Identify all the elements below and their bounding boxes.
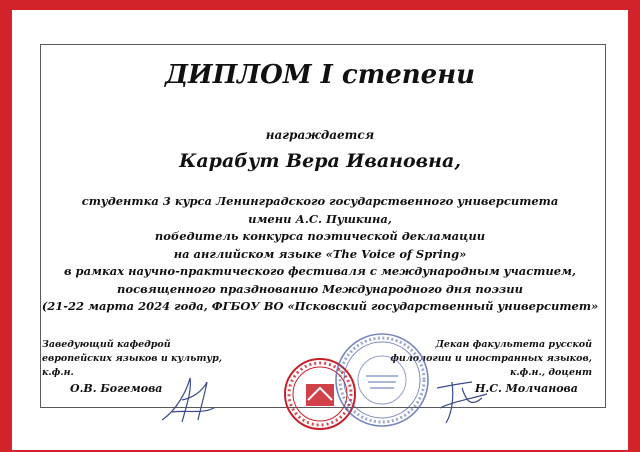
description-line: посвященного празднованию Международного дня поэзии bbox=[117, 281, 523, 296]
award-description bbox=[32, 193, 608, 316]
left-signatory-name: О.В. Богемова bbox=[70, 382, 163, 395]
description-line: студентка 3 курса Ленинградского государственного университета bbox=[81, 194, 559, 208]
position-line: европейских языков и культур, bbox=[42, 353, 223, 364]
description-line: победитель конкурса поэтической декламации bbox=[154, 229, 486, 243]
right-signatory-name: Н.С. Молчанова bbox=[475, 382, 578, 395]
description-line: (21-22 марта 2024 года, ФГБОУ ВО «Псковский государственный университет» bbox=[41, 299, 599, 313]
position-line: к.ф.н., доцент bbox=[509, 367, 592, 378]
description-line: в рамках научно-практического фестиваля с международным участием, bbox=[64, 264, 576, 278]
diploma-sheet bbox=[12, 10, 628, 450]
position-line: к.ф.н. bbox=[42, 367, 74, 378]
faculty-stamp-blue bbox=[332, 330, 432, 430]
position-line: филологии и иностранных языков, bbox=[390, 353, 592, 364]
handwritten-signature-right bbox=[432, 368, 492, 428]
position-line: Заведующий кафедрой bbox=[42, 339, 171, 350]
recipient-name: Карабут Вера Ивановна, bbox=[179, 150, 461, 172]
description-line: на английском языке «The Voice of Spring» bbox=[173, 246, 467, 261]
description-line: имени А.С. Пушкина, bbox=[248, 211, 392, 226]
handwritten-signature-left bbox=[152, 370, 222, 430]
awarded-label: награждается bbox=[265, 128, 375, 142]
diploma-title: ДИПЛОМ I степени bbox=[164, 60, 476, 90]
position-line: Декан факультета русской bbox=[435, 339, 592, 350]
